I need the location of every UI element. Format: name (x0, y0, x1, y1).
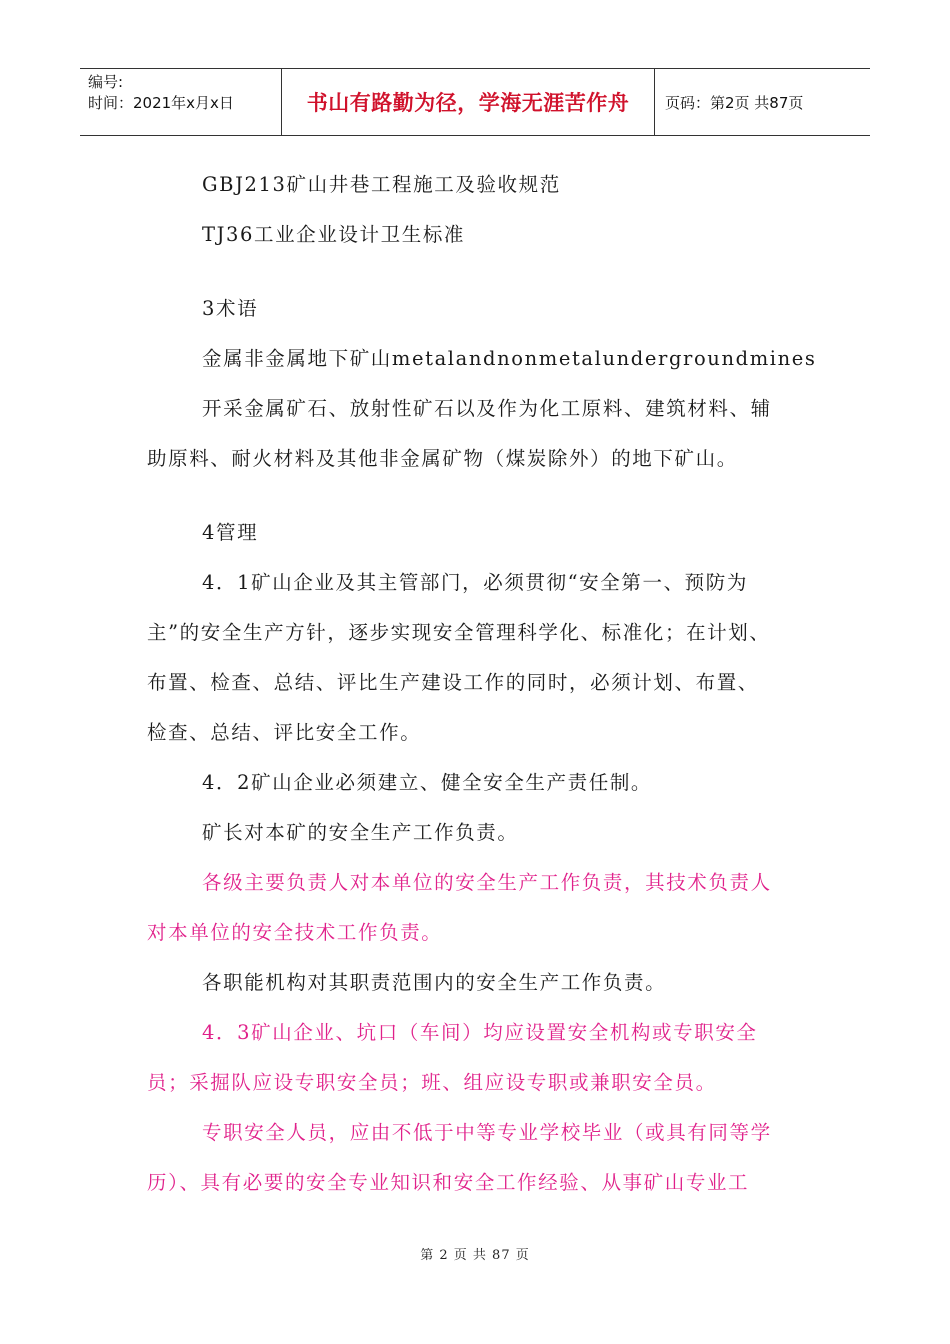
clause-4-1-line: 布置、检查、总结、评比生产建设工作的同时，必须计划、布置、 (147, 671, 759, 694)
section-heading-terms: 3术语 (202, 297, 259, 320)
page-header (80, 68, 870, 136)
highlighted-paragraph-line: 专职安全人员，应由不低于中等专业学校毕业（或具有同等学 (202, 1121, 772, 1144)
term-definition-line: 助原料、耐火材料及其他非金属矿物（煤炭除外）的地下矿山。 (147, 447, 738, 470)
highlighted-paragraph-line: 历）、具有必要的安全专业知识和安全工作经验、从事矿山专业工 (147, 1171, 750, 1194)
clause-4-2-line: 各职能机构对其职责范围内的安全生产工作负责。 (202, 971, 667, 994)
term-name: 金属非金属地下矿山metalandnonmetalundergroundmines (202, 347, 817, 370)
header-meta (80, 69, 282, 135)
highlighted-paragraph-line: 各级主要负责人对本单位的安全生产工作负责，其技术负责人 (202, 871, 772, 894)
section-heading-management: 4管理 (202, 521, 259, 544)
clause-4-1-line: 4．1矿山企业及其主管部门，必须贯彻“安全第一、预防为 (202, 571, 748, 594)
clause-4-3-line: 员；采掘队应设专职安全员；班、组应设专职或兼职安全员。 (147, 1071, 717, 1094)
document-body (147, 160, 817, 1208)
document-number-label: 编号: (88, 73, 124, 91)
header-motto: 书山有路勤为径，学海无涯苦作舟 (282, 69, 655, 135)
clause-4-2-line: 4．2矿山企业必须建立、健全安全生产责任制。 (202, 771, 653, 794)
highlighted-paragraph-line: 对本单位的安全技术工作负责。 (147, 921, 443, 944)
clause-4-1-line: 主”的安全生产方针，逐步实现安全管理科学化、标准化；在计划、 (147, 621, 771, 644)
standard-reference-tj36: TJ36工业企业设计卫生标准 (202, 223, 466, 246)
document-time: 时间：2021年x月x日 (88, 94, 234, 112)
clause-4-1-line: 检查、总结、评比安全工作。 (147, 721, 422, 744)
page-footer: 第 2 页 共 87 页 (420, 1248, 530, 1263)
standard-reference-gbj213: GBJ213矿山井巷工程施工及验收规范 (202, 173, 561, 196)
clause-4-3-line: 4．3矿山企业、坑口（车间）均应设置安全机构或专职安全 (202, 1021, 758, 1044)
term-definition-line: 开采金属矿石、放射性矿石以及作为化工原料、建筑材料、辅 (202, 397, 772, 420)
header-page-info: 页码：第2页 共87页 (665, 93, 804, 112)
clause-4-2-line: 矿长对本矿的安全生产工作负责。 (202, 821, 519, 844)
